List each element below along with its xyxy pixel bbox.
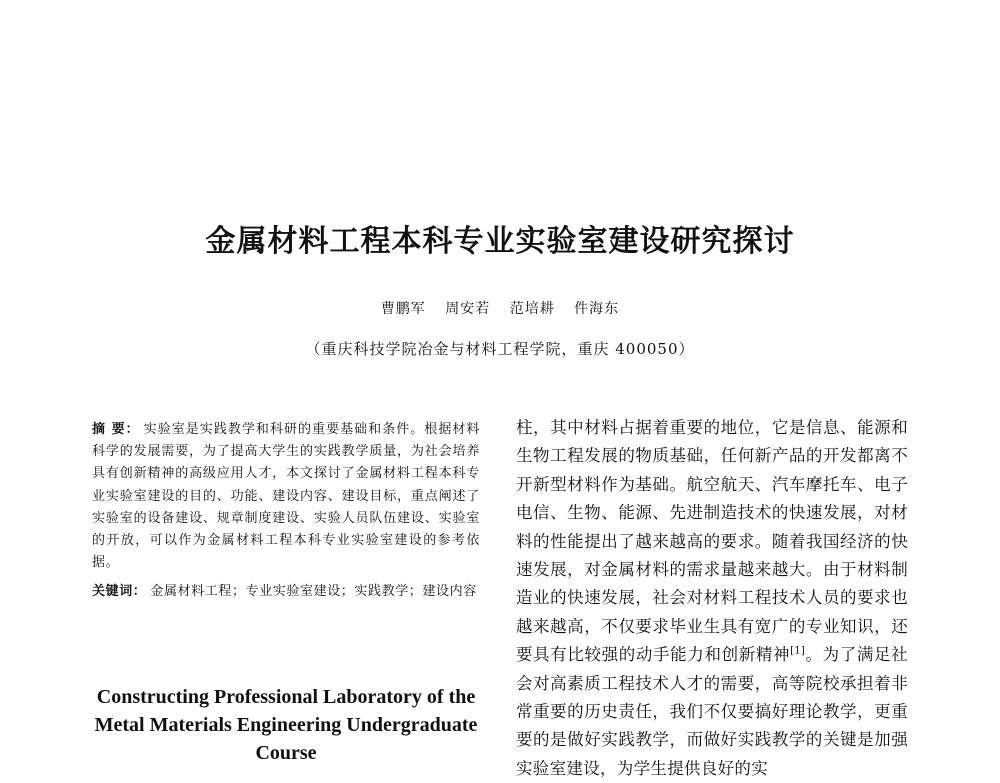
abstract [92, 419, 480, 574]
keywords [92, 581, 480, 603]
author-list: 曹鹏军 周安若 范培耕 件海东 [380, 301, 620, 317]
keywords-text: 金属材料工程；专业实验室建设；实践教学；建设内容 [150, 584, 477, 600]
abstract-label: 摘 要： [92, 422, 140, 437]
english-title: Constructing Professional Laboratory of the Metal Materials Engineering Undergraduate Course [94, 686, 478, 764]
left-column [92, 419, 480, 603]
paper-title: 金属材料工程本科专业实验室建设研究探讨 [205, 224, 795, 259]
affiliation: （重庆科技学院冶金与材料工程学院，重庆 400050） [305, 340, 695, 358]
body-text-part-1: 柱，其中材料占据着重要的地位，它是信息、能源和生物工程发展的物质基础，任何新产品的开发都离不开新型材料作为基础。航空航天、汽车摩托车、电子电信、生物、能源、先进制造技术的快速发展，对材料的性能提出了越来越高的要求。随着我国经济的快速发展，对金属材料的需求量越来越大。由于材料制造业的快速发展，社会对材料工程技术人员的要求也越来越高，不仅要求毕业生具有宽广的专业知识，还要具有比较强的动手能力和创新精神 [516, 418, 908, 665]
abstract-text: 实验室是实践教学和科研的重要基础和条件。根据材料科学的发展需要，为了提高大学生的实践教学质量，为社会培养具有创新精神的高级应用人才，本文探讨了金属材料工程本科专业实验室建设的目的、功能、建设内容、建设目标，重点阐述了实验室的设备建设、规章制度建设、实验人员队伍建设、实验室的开放，可以作为金属材料工程本科专业实验室建设的参考依据。 [92, 422, 480, 571]
citation-ref: [1] [790, 645, 806, 657]
body-text [516, 414, 908, 783]
body-text-part-2: 。为了满足社会对高素质工程技术人才的需要，高等院校承担着非常重要的历史责任，我们不仅要搞好理论教学，更重要的是做好实践教学，而做好实践教学的关键是加强实验室建设，为学生提供良好的实 [516, 645, 908, 778]
keywords-label: 关键词： [92, 584, 147, 600]
